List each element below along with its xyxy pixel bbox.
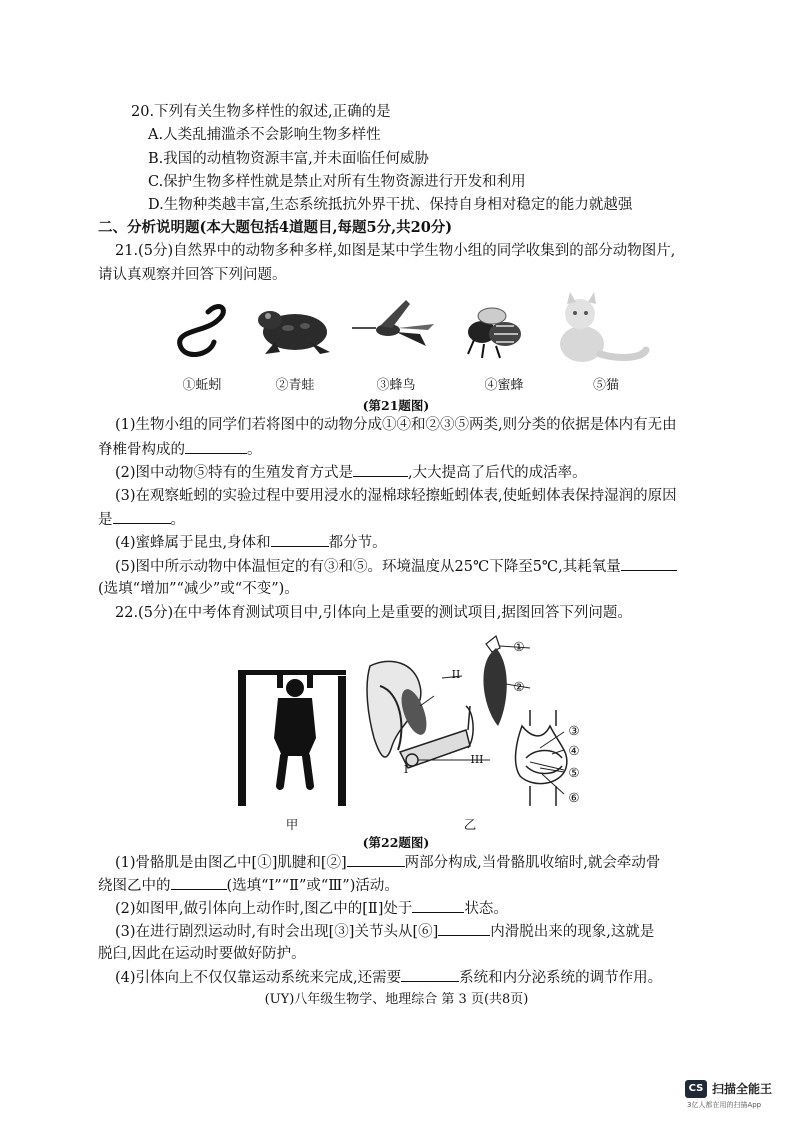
marker-4: ④ [568,743,580,758]
marker-3: ③ [568,723,580,738]
joint-diagram [516,710,567,806]
q22-part2: (2)如图甲,做引体向上动作时,图乙中的[Ⅱ]处于 状态。 [115,898,508,919]
q21-animal-figure [170,290,660,372]
answer-blank [185,439,247,454]
q20-option-c: C.保护生物多样性就是禁止对所有生物资源进行开发和利用 [148,174,526,190]
hummingbird-image [352,300,434,346]
cat-image [560,292,646,362]
answer-blank [438,921,490,936]
page-footer: (UY)八年级生物学、地理综合 第 3 页(共8页) [264,992,529,1007]
q21-stem-2: 请认真观察并回答下列问题。 [98,267,287,283]
q20-option-a: A.人类乱捕滥杀不会影响生物多样性 [148,127,381,143]
q20-option-d: D.生物种类越丰富,生态系统抵抗外界干扰、保持自身相对稳定的能力就越强 [148,197,633,213]
q22-part1-line2: 绕图乙中的 (选填“Ⅰ”“Ⅱ”或“Ⅲ”)活动。 [98,875,399,896]
q21-part3-line1: (3)在观察蚯蚓的实验过程中要用浸水的湿棉球轻擦蚯蚓体表,使蚯蚓体表保持湿润的原因 [115,488,677,504]
answer-blank [347,852,405,867]
q22-figure [230,626,600,826]
q21-part4: (4)蜜蜂属于昆虫,身体和 都分节。 [115,532,387,553]
q22-part1-line1: (1)骨骼肌是由图乙中[①]肌腱和[②] 两部分构成,当骨骼肌收缩时,就会牵动骨 [115,852,660,873]
roman-label-3: III [470,753,484,766]
q21-animal-label-4: ④蜜蜂 [484,378,524,393]
scanner-app-name: 扫描全能王 [712,1082,773,1096]
q22-stem: 22.(5分)在中考体育测试项目中,引体向上是重要的测试项目,据图回答下列问题。 [115,605,632,621]
earthworm-image [180,307,224,355]
marker-5: ⑤ [568,765,580,780]
bee-image [468,308,521,358]
q20-option-b: B.我国的动植物资源丰富,并未面临任何威胁 [148,151,429,167]
q20-stem: 20.下列有关生物多样性的叙述,正确的是 [131,104,391,120]
answer-blank [401,967,459,982]
q21-part1-line1: (1)生物小组的同学们若将图中的动物分成①④和②③⑤两类,则分类的依据是体内有无由 [115,417,677,433]
answer-blank [353,462,408,477]
figure-label-jia: 甲 [285,817,299,832]
q21-animal-label-3: ③蜂鸟 [376,378,416,393]
figure-label-yi: 乙 [463,817,477,832]
marker-6: ⑥ [568,790,580,805]
q21-part5-line1: (5)图中所示动物中体温恒定的有③和⑤。环境温度从25℃下降至5℃,其耗氧量 [115,556,677,577]
marker-1: ① [513,639,525,654]
frog-image [258,311,330,354]
answer-blank [113,509,171,524]
scanner-logo-icon: CS [685,1080,707,1098]
q21-part2: (2)图中动物⑤特有的生殖发育方式是 ,大大提高了后代的成活率。 [115,462,587,483]
q22-figure-caption: (第22题图) [362,835,430,850]
answer-blank [412,898,464,913]
answer-blank [171,875,227,890]
q22-part3-line1: (3)在进行剧烈运动时,有时会出现[③]关节头从[⑥] 内滑脱出来的现象,这就是 [115,921,654,942]
q21-animal-label-1: ①蚯蚓 [182,378,222,393]
answer-blank [621,556,677,571]
q21-part5-line2: (选填“增加”“减少”或“不变”)。 [98,581,299,597]
q21-stem-1: 21.(5分)自然界中的动物多种多样,如图是某中学生物小组的同学收集到的部分动物图片, [115,243,676,259]
pull-up-person-image [238,670,346,806]
q21-part1-line2: 脊椎骨构成的 。 [98,439,262,460]
roman-label-1: I [403,763,409,776]
arm-diagram [367,661,490,768]
q21-animal-label-5: ⑤猫 [592,378,619,393]
q21-figure-caption: (第21题图) [362,398,430,413]
q22-part3-line2: 脱臼,因此在运动时要做好防护。 [98,946,306,962]
answer-blank [271,532,329,547]
roman-label-2: II [451,668,461,681]
section-2-title: 二、分析说明题(本大题包括4道题目,每题5分,共20分) [98,219,453,236]
q22-part4: (4)引体向上不仅仅靠运动系统来完成,还需要 系统和内分泌系统的调节作用。 [115,967,662,988]
marker-2: ② [513,679,525,694]
scanner-app-slogan: 3亿人都在用的扫描App [687,1101,762,1109]
q21-animal-label-2: ②青蛙 [275,378,315,393]
q21-part3-line2: 是 。 [98,509,185,530]
